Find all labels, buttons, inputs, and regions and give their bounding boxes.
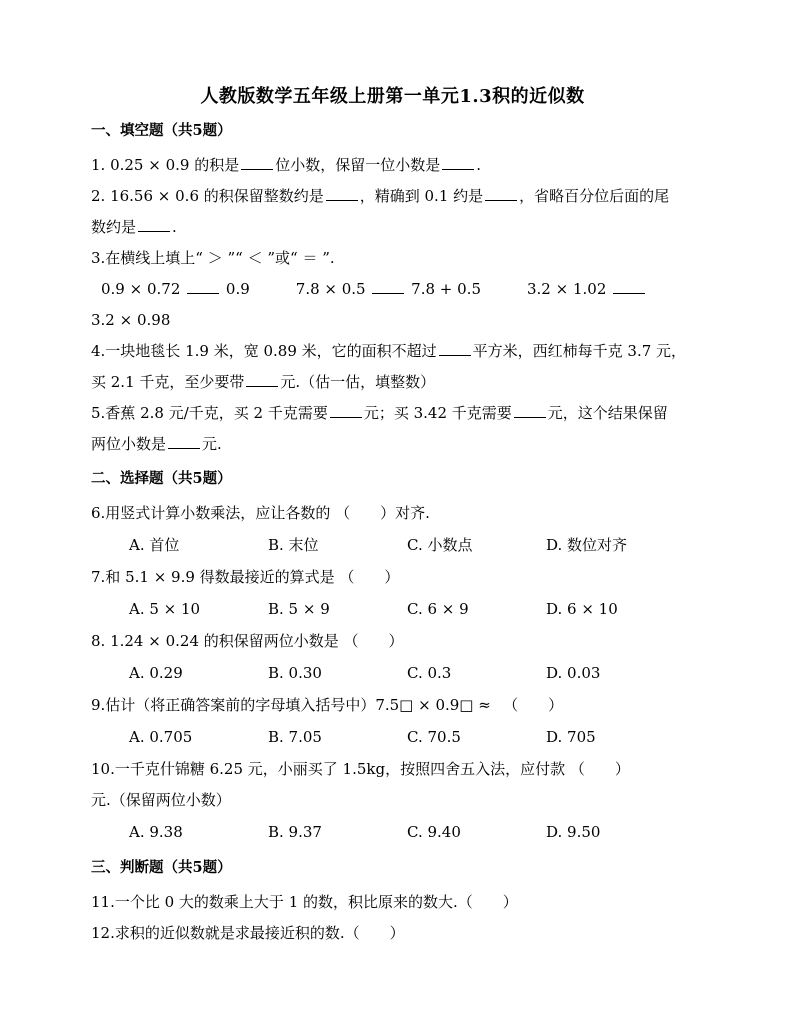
q3-blank-2[interactable] (372, 277, 404, 294)
option-b[interactable]: B. 5 × 9 (268, 600, 330, 618)
question-3-line-2: 3.2 × 0.98 (91, 311, 171, 329)
q4-text-mid: 平方米，西红柿每千克 3.7 元， (472, 342, 687, 360)
q4-text-post: 元.（估一估，填整数） (280, 373, 436, 391)
question-11: 11.一个比 0 大的数乘上大于 1 的数，积比原来的数大.（ ） (91, 893, 518, 911)
q1-text-pre: 1. 0.25 × 0.9 的积是 (91, 156, 240, 174)
q2-blank-2[interactable] (485, 184, 517, 201)
question-4 (91, 336, 694, 367)
option-c[interactable]: C. 小数点 (407, 536, 473, 554)
question-2 (91, 181, 694, 212)
option-c[interactable]: C. 70.5 (407, 728, 461, 746)
q2-text-pre: 2. 16.56 × 0.6 的积保留整数约是 (91, 187, 324, 205)
option-a[interactable]: A. 首位 (129, 536, 180, 554)
q3-item1-right: 0.9 (225, 280, 250, 298)
option-d[interactable]: D. 705 (546, 728, 596, 746)
q5-blank-1[interactable] (330, 401, 362, 418)
section-heading-choice: 二、选择题（共5题） (91, 470, 232, 487)
question-1 (91, 150, 694, 181)
question-7: 7.和 5.1 × 9.9 得数最接近的算式是 （ ） (91, 568, 400, 586)
q3-item2-left: 7.8 × 0.5 (295, 280, 366, 298)
q3-item-2 (296, 274, 481, 305)
question-2-line-2 (91, 212, 694, 243)
q3-blank-3[interactable] (613, 277, 645, 294)
page-title: 人教版数学五年级上册第一单元1.3积的近似数 (200, 86, 585, 107)
option-d[interactable]: D. 0.03 (546, 664, 601, 682)
q2-blank-1[interactable] (326, 184, 358, 201)
q3-item-1 (101, 274, 250, 305)
option-a[interactable]: A. 0.705 (129, 728, 193, 746)
section-heading-fill: 一、填空题（共5题） (91, 122, 232, 139)
question-5-line-2 (91, 429, 694, 460)
option-c[interactable]: C. 9.40 (407, 823, 461, 841)
q2-text-mid2: ，省略百分位后面的尾 (519, 187, 670, 205)
option-a[interactable]: A. 0.29 (129, 664, 183, 682)
q5-blank-2[interactable] (514, 401, 546, 418)
q2-blank-3[interactable] (138, 215, 170, 232)
q5-text-post: 元. (202, 435, 222, 453)
q4-text-pre: 4.一块地毯长 1.9 米，宽 0.89 米，它的面积不超过 (91, 342, 437, 360)
question-6: 6.用竖式计算小数乘法，应让各数的 （ ）对齐. (91, 504, 430, 522)
q3-item2-right: 7.8 + 0.5 (411, 280, 481, 298)
q5-text-mid1: 元；买 3.42 千克需要 (363, 404, 512, 422)
question-10: 10.一千克什锦糖 6.25 元，小丽买了 1.5kg，按照四舍五入法，应付款 （ ） (91, 760, 630, 778)
q1-blank-1[interactable] (241, 153, 273, 170)
option-b[interactable]: B. 9.37 (268, 823, 322, 841)
option-c[interactable]: C. 6 × 9 (407, 600, 469, 618)
q2-text-line2: 数约是 (91, 218, 137, 236)
q2-text-mid1: ，精确到 0.1 约是 (359, 187, 484, 205)
question-9: 9.估计（将正确答案前的字母填入括号中）7.5□ × 0.9□ ≈ （ ） (91, 696, 564, 714)
question-8: 8. 1.24 × 0.24 的积保留两位小数是 （ ） (91, 632, 404, 650)
option-b[interactable]: B. 0.30 (268, 664, 322, 682)
question-3-items (91, 274, 694, 305)
q5-text-line2: 两位小数是 (91, 435, 167, 453)
option-d[interactable]: D. 6 × 10 (546, 600, 618, 618)
option-d[interactable]: D. 数位对齐 (546, 536, 628, 554)
q1-text-mid: 位小数，保留一位小数是 (275, 156, 441, 174)
question-12: 12.求积的近似数就是求最接近积的数.（ ） (91, 924, 405, 942)
q3-blank-1[interactable] (187, 277, 219, 294)
q3-item-3 (527, 274, 647, 305)
question-7-options (91, 593, 694, 626)
question-6-options (91, 529, 694, 562)
question-10-line-2: 元.（保留两位小数） (91, 791, 231, 809)
q1-blank-2[interactable] (442, 153, 474, 170)
q4-text-line2: 买 2.1 千克，至少要带 (91, 373, 245, 391)
option-b[interactable]: B. 7.05 (268, 728, 322, 746)
q4-blank-2[interactable] (246, 370, 278, 387)
option-c[interactable]: C. 0.3 (407, 664, 452, 682)
option-b[interactable]: B. 末位 (268, 536, 319, 554)
option-d[interactable]: D. 9.50 (546, 823, 601, 841)
q5-text-pre: 5.香蕉 2.8 元/千克，买 2 千克需要 (91, 404, 328, 422)
section-heading-judge: 三、判断题（共5题） (91, 859, 232, 876)
question-4-line-2 (91, 367, 694, 398)
question-5 (91, 398, 694, 429)
question-10-options (91, 816, 694, 849)
question-8-options (91, 657, 694, 690)
q3-item3-left: 3.2 × 1.02 (527, 280, 607, 298)
q4-blank-1[interactable] (439, 339, 471, 356)
question-9-options (91, 721, 694, 754)
option-a[interactable]: A. 9.38 (129, 823, 183, 841)
q2-text-post: . (172, 218, 177, 236)
q1-text-post: . (476, 156, 482, 174)
q3-item1-left: 0.9 × 0.72 (101, 280, 181, 298)
option-a[interactable]: A. 5 × 10 (129, 600, 201, 618)
q5-text-mid2: 元，这个结果保留 (547, 404, 668, 422)
q5-blank-3[interactable] (168, 432, 200, 449)
question-3: 3.在横线上填上“ ＞ ”“ ＜ ”或“ ＝ ”. (91, 249, 335, 267)
